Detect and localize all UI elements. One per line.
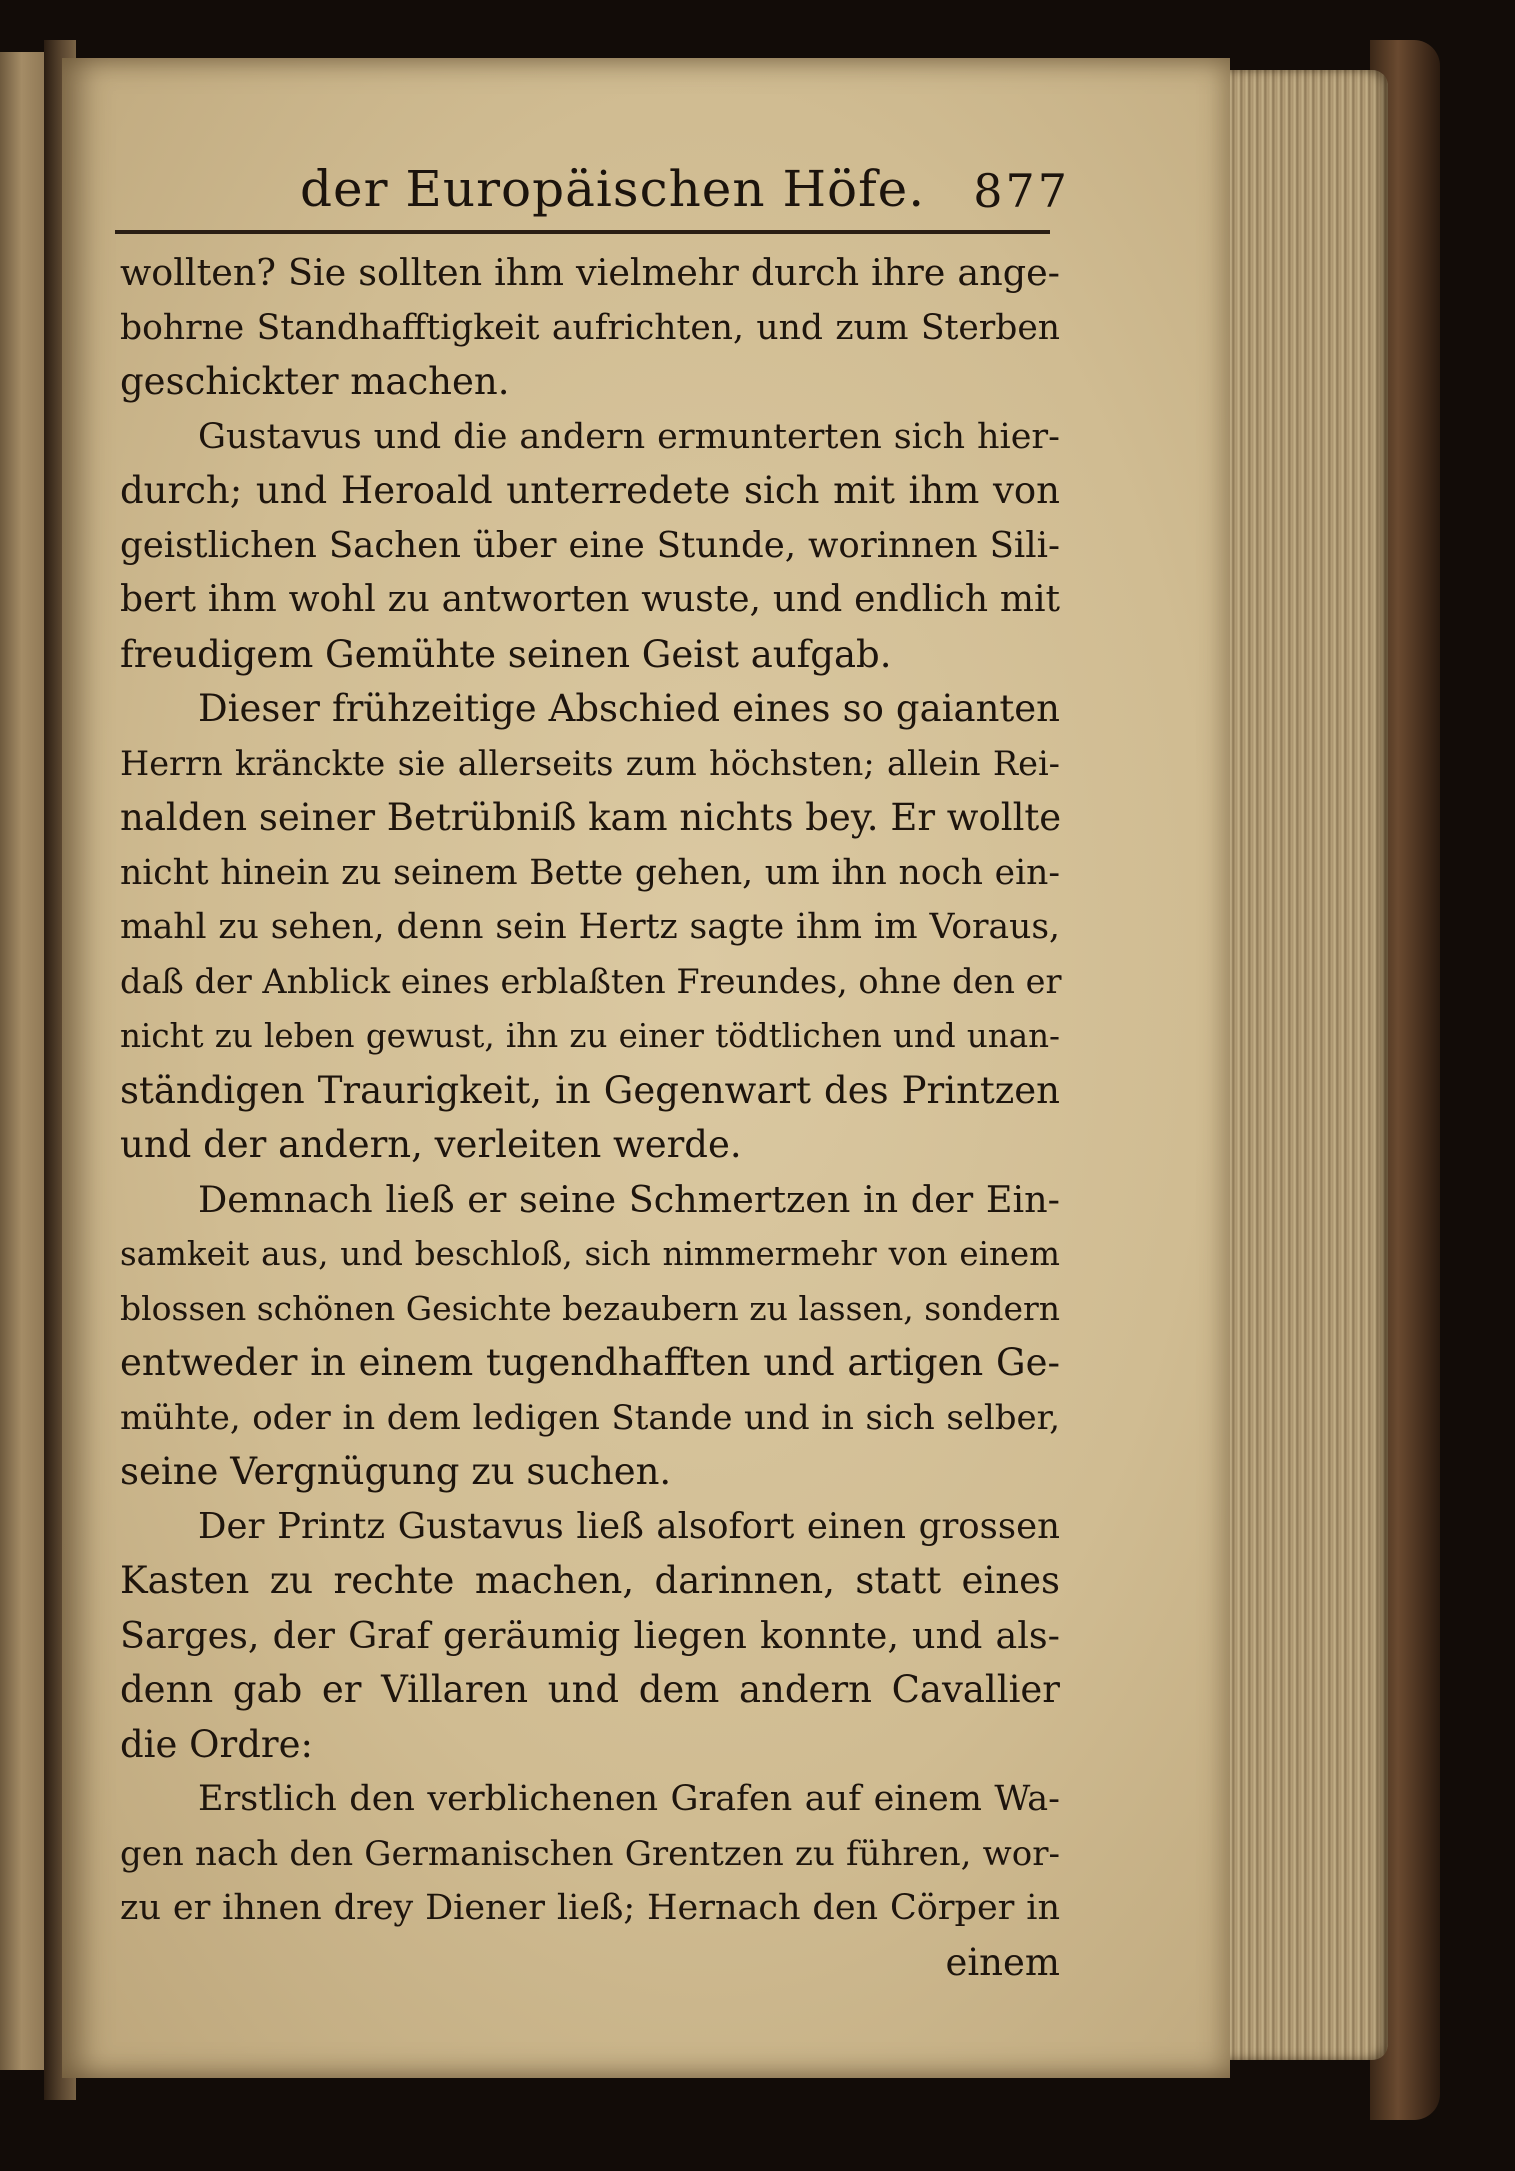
text-line: die Ordre: bbox=[120, 1722, 313, 1766]
text-line: nicht zu leben gewust, ihn zu einer tödtlichen und unan- bbox=[120, 1017, 1060, 1055]
text-line: geschickter machen. bbox=[120, 360, 510, 403]
text-line: und der andern, verleiten werde. bbox=[120, 1123, 742, 1166]
text-line: nicht hinein zu seinem Bette gehen, um ihn noch ein- bbox=[120, 852, 1060, 893]
text-line: mühte, oder in dem ledigen Stande und in sich selber, bbox=[120, 1397, 1060, 1438]
text-line: Gustavus und die andern ermunterten sich hier- bbox=[198, 416, 1060, 457]
text-line: Erstlich den verblichenen Grafen auf einem Wa- bbox=[198, 1779, 1060, 1819]
text-line: bohrne Standhafftigkeit aufrichten, und zum Sterben bbox=[120, 307, 1060, 348]
text-line: gen nach den Germanischen Grentzen zu führen, wor- bbox=[120, 1833, 1060, 1874]
header-rule bbox=[115, 230, 1050, 234]
text-line: Der Printz Gustavus ließ alsofort einen grossen bbox=[198, 1505, 1060, 1547]
text-line: geistlichen Sachen über eine Stunde, worinnen Sili- bbox=[120, 524, 1060, 566]
text-line: nalden seiner Betrübniß kam nichts bey. Er wollte bbox=[120, 796, 1062, 839]
text-line: blossen schönen Gesichte bezaubern zu lassen, sondern bbox=[120, 1288, 1061, 1328]
text-line: durch; und Heroald unterredete sich mit ihm von bbox=[120, 469, 1060, 512]
facing-page-marks bbox=[12, 482, 42, 1932]
text-line: Herrn kränckte sie allerseits zum höchsten; allein Rei- bbox=[120, 743, 1060, 783]
text-line: Demnach ließ er seine Schmertzen in der Ein- bbox=[198, 1177, 1060, 1221]
page-body-text bbox=[120, 246, 1060, 1990]
facing-page-edge bbox=[0, 52, 48, 2070]
text-line: mahl zu sehen, denn sein Hertz sagte ihm im Voraus, bbox=[120, 907, 1060, 947]
text-line: ständigen Traurigkeit, in Gegenwart des Printzen bbox=[120, 1068, 1060, 1112]
page-block-edges bbox=[1228, 70, 1388, 2060]
text-line: zu er ihnen drey Diener ließ; Hernach den Cörper in bbox=[120, 1888, 1060, 1928]
text-line: daß der Anblick eines erblaßten Freundes, ohne den er bbox=[120, 961, 1062, 1001]
text-line: seine Vergnügung zu suchen. bbox=[120, 1450, 672, 1493]
text-line: denn gab er Villaren und dem andern Cavallier bbox=[120, 1668, 1060, 1711]
page-header bbox=[300, 160, 1070, 230]
text-line: Kasten zu rechte machen, darinnen, statt eines bbox=[120, 1559, 1060, 1602]
page-number: 877 bbox=[973, 164, 1070, 218]
catchword: einem bbox=[945, 1940, 1060, 1984]
text-line: bert ihm wohl zu antworten wuste, und endlich mit bbox=[120, 579, 1060, 620]
text-line: entweder in einem tugendhafften und artigen Ge- bbox=[120, 1341, 1060, 1384]
text-line: wollten? Sie sollten ihm vielmehr durch ihre ange- bbox=[120, 251, 1060, 294]
text-line: Dieser frühzeitige Abschied eines so gaianten bbox=[198, 687, 1060, 730]
text-line: Sarges, der Graf geräumig liegen konnte, und als- bbox=[120, 1613, 1060, 1657]
text-line: samkeit aus, und beschloß, sich nimmermehr von einem bbox=[120, 1235, 1060, 1273]
running-head: der Europäischen Höfe. bbox=[300, 160, 926, 218]
text-line: freudigem Gemühte seinen Geist aufgab. bbox=[120, 632, 892, 676]
